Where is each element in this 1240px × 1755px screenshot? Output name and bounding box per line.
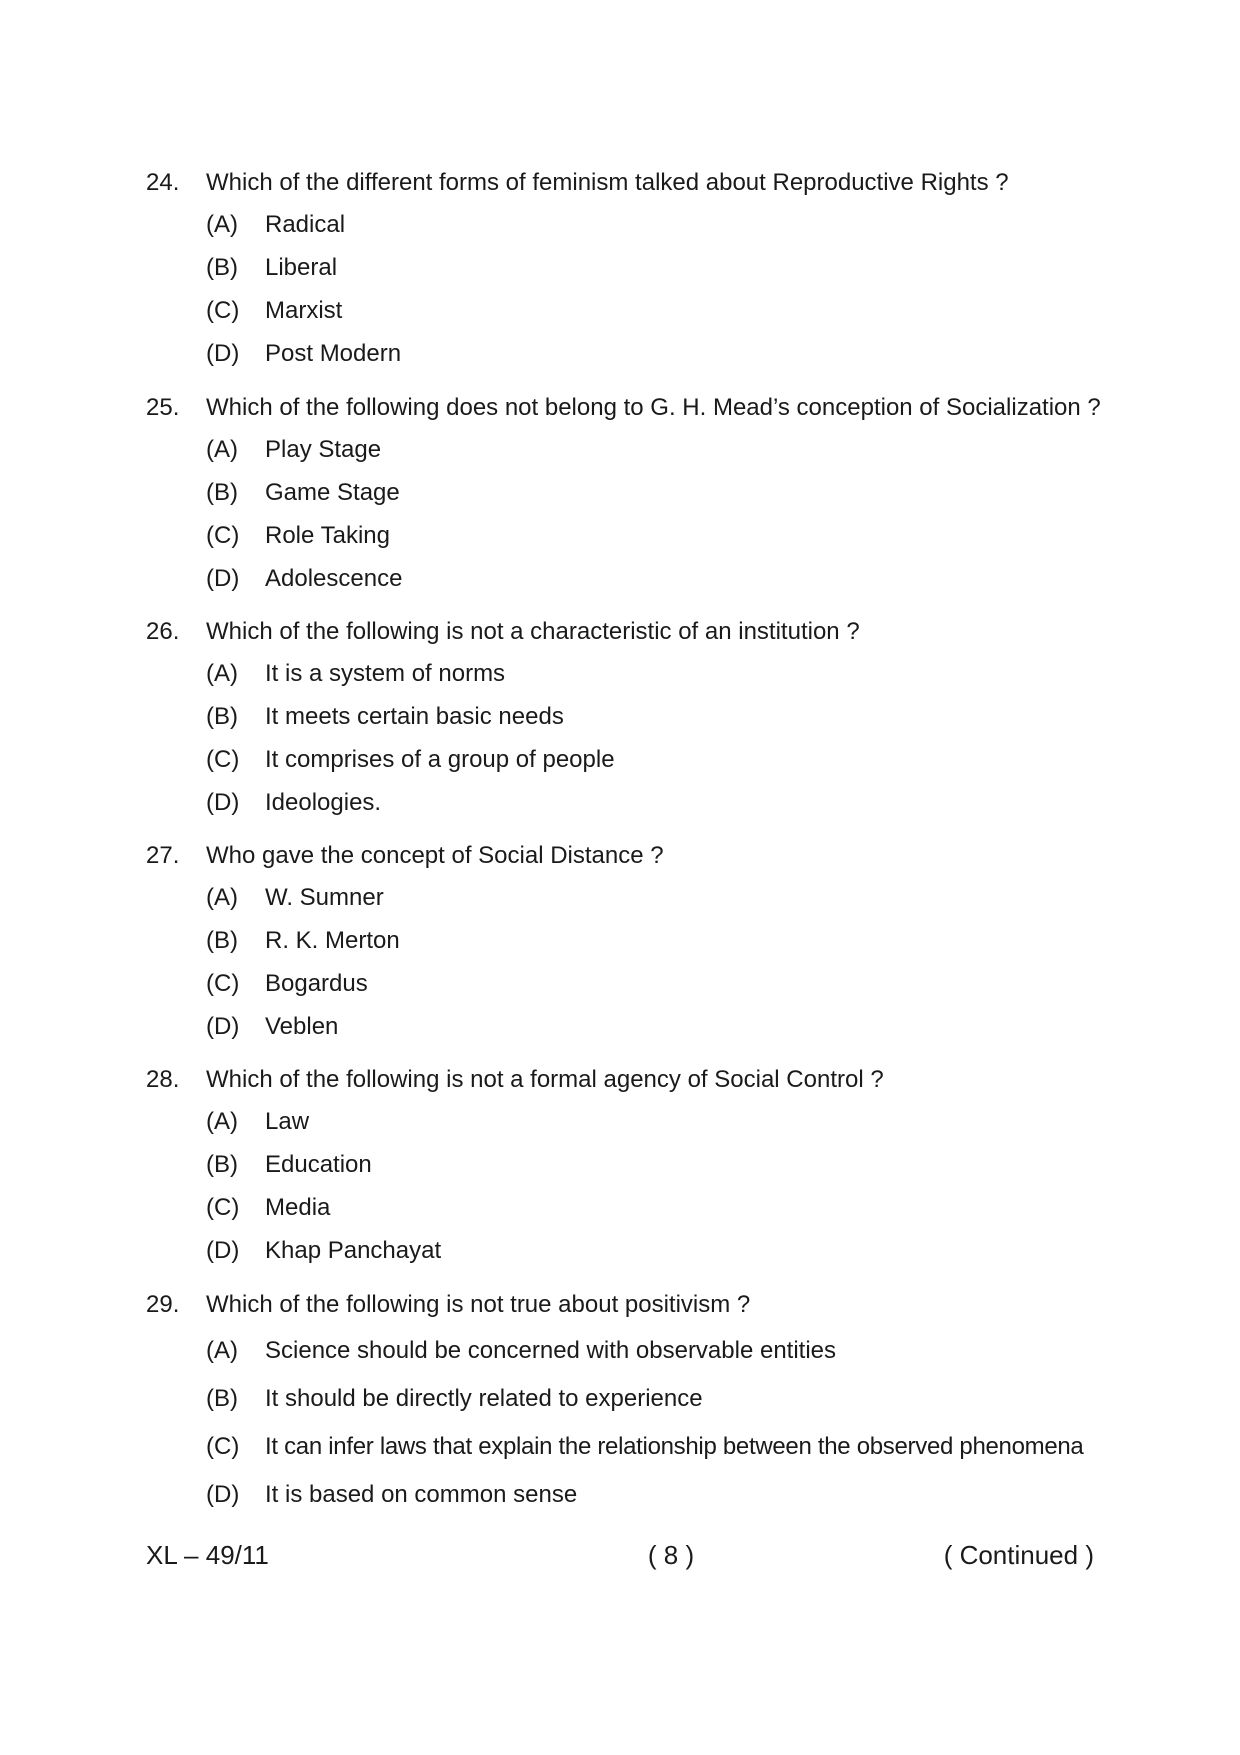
option-d <box>206 1480 1106 1510</box>
option-letter: (A) <box>206 884 238 911</box>
question-text: Which of the following is not true about positivism ? <box>206 1291 751 1318</box>
option-text: Marxist <box>265 297 343 324</box>
option-text: Education <box>265 1151 372 1178</box>
option-d <box>206 788 1106 818</box>
option-a <box>206 210 1106 240</box>
option-d <box>206 339 1106 369</box>
option-text: It is a system of norms <box>265 660 506 687</box>
option-letter: (D) <box>206 1237 240 1264</box>
option-text: Play Stage <box>265 436 382 463</box>
option-text: It comprises of a group of people <box>265 746 615 773</box>
option-text: Media <box>265 1194 331 1221</box>
question-number: 25. <box>146 394 180 421</box>
option-c <box>206 521 1106 551</box>
option-letter: (B) <box>206 1151 238 1178</box>
question-number: 27. <box>146 842 180 869</box>
option-text: Adolescence <box>265 565 403 592</box>
option-text: It is based on common sense <box>265 1481 578 1508</box>
option-text: Game Stage <box>265 479 400 506</box>
option-text: Law <box>265 1108 310 1135</box>
option-list <box>146 883 1106 1042</box>
option-b <box>206 1384 1106 1414</box>
question-text: Which of the different forms of feminism talked about Reproductive Rights ? <box>206 169 1009 196</box>
question-number: 24. <box>146 169 180 196</box>
option-a <box>206 1107 1106 1137</box>
option-list <box>146 435 1106 594</box>
continued-label: ( Continued ) <box>943 1540 1094 1570</box>
option-text: Khap Panchayat <box>265 1237 442 1264</box>
option-letter: (B) <box>206 927 238 954</box>
option-letter: (B) <box>206 1385 238 1412</box>
option-c <box>206 1193 1106 1223</box>
question-number: 28. <box>146 1066 180 1093</box>
option-letter: (B) <box>206 479 238 506</box>
option-a <box>206 435 1106 465</box>
question-number: 29. <box>146 1291 180 1318</box>
option-letter: (C) <box>206 746 240 773</box>
option-letter: (B) <box>206 703 238 730</box>
option-a <box>206 883 1106 913</box>
option-c <box>206 1432 1106 1462</box>
page-footer <box>146 1538 1094 1572</box>
option-a <box>206 659 1106 689</box>
option-list <box>146 210 1106 369</box>
option-text: It meets certain basic needs <box>265 703 564 730</box>
option-letter: (C) <box>206 1433 240 1460</box>
option-text: R. K. Merton <box>265 927 400 954</box>
option-list <box>146 659 1106 818</box>
option-letter: (A) <box>206 211 238 238</box>
question-24 <box>146 168 1106 382</box>
option-letter: (A) <box>206 1337 238 1364</box>
option-b <box>206 926 1106 956</box>
option-letter: (C) <box>206 970 240 997</box>
option-letter: (D) <box>206 1013 240 1040</box>
option-list <box>146 1336 1106 1510</box>
question-text: Which of the following is not a formal agency of Social Control ? <box>206 1066 884 1093</box>
option-letter: (B) <box>206 254 238 281</box>
option-a <box>206 1336 1106 1366</box>
option-letter: (D) <box>206 789 240 816</box>
option-d <box>206 1236 1106 1266</box>
option-text: Post Modern <box>265 340 402 367</box>
option-letter: (A) <box>206 1108 238 1135</box>
option-text: It can infer laws that explain the relationship between the observed phenomena <box>265 1433 1084 1460</box>
option-letter: (D) <box>206 565 240 592</box>
question-number: 26. <box>146 618 180 645</box>
question-text: Who gave the concept of Social Distance ? <box>206 842 664 869</box>
option-letter: (C) <box>206 1194 240 1221</box>
option-text: Role Taking <box>265 522 390 549</box>
option-list <box>146 1107 1106 1266</box>
option-letter: (C) <box>206 522 240 549</box>
option-letter: (A) <box>206 660 238 687</box>
option-text: W. Sumner <box>265 884 384 911</box>
question-text: Which of the following is not a characteristic of an institution ? <box>206 618 860 645</box>
question-text: Which of the following does not belong to G. H. Mead’s conception of Socialization ? <box>206 394 1101 421</box>
question-27 <box>146 841 1106 1055</box>
question-28 <box>146 1065 1106 1279</box>
question-29 <box>146 1290 1106 1528</box>
option-b <box>206 478 1106 508</box>
option-b <box>206 1150 1106 1180</box>
option-text: Veblen <box>265 1013 339 1040</box>
option-c <box>206 745 1106 775</box>
option-c <box>206 969 1106 999</box>
option-d <box>206 1012 1106 1042</box>
option-text: Bogardus <box>265 970 368 997</box>
option-letter: (C) <box>206 297 240 324</box>
question-26 <box>146 617 1106 831</box>
page-number: ( 8 ) <box>647 1540 695 1570</box>
option-b <box>206 702 1106 732</box>
option-d <box>206 564 1106 594</box>
option-letter: (D) <box>206 340 240 367</box>
option-text: Science should be concerned with observable entities <box>265 1337 837 1364</box>
option-b <box>206 253 1106 283</box>
paper-code: XL – 49/11 <box>146 1540 269 1570</box>
option-letter: (D) <box>206 1481 240 1508</box>
option-text: Liberal <box>265 254 338 281</box>
question-25 <box>146 393 1106 607</box>
option-text: Ideologies. <box>265 789 382 816</box>
option-text: It should be directly related to experience <box>265 1385 703 1412</box>
option-letter: (A) <box>206 436 238 463</box>
option-c <box>206 296 1106 326</box>
option-text: Radical <box>265 211 346 238</box>
